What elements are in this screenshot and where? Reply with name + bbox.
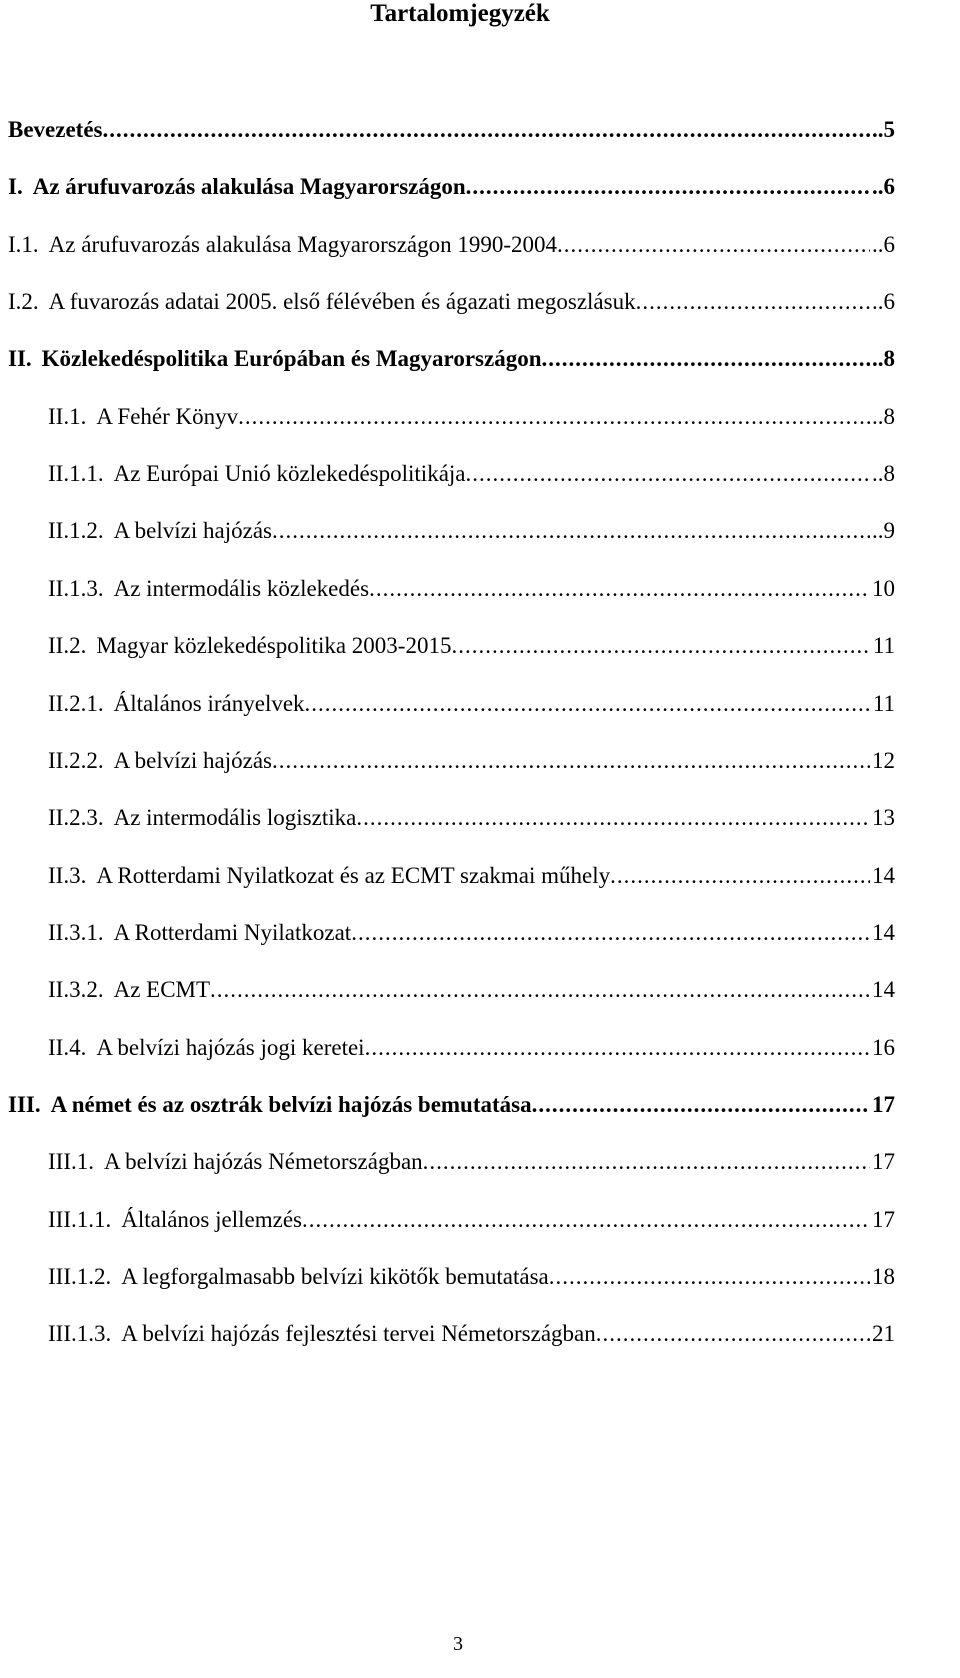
toc-dot-leader	[351, 918, 870, 948]
toc-entry[interactable]	[48, 861, 895, 891]
toc-entry-title: A belvízi hajózás	[113, 518, 272, 543]
toc-entry-number: II.2.3.	[48, 805, 104, 830]
toc-entry-page: 17	[872, 1207, 895, 1232]
toc-entry-page: ..6	[872, 174, 895, 199]
toc-entry-number: I.	[8, 174, 23, 199]
toc-entry-title: Az Európai Unió közlekedéspolitikája	[113, 461, 466, 486]
toc-dot-leader	[272, 516, 870, 546]
toc-entry-page: 13	[872, 805, 895, 830]
toc-entry-title: Az árufuvarozás alakulása Magyarországon	[32, 174, 466, 199]
toc-entry[interactable]	[48, 689, 895, 719]
toc-entry[interactable]	[48, 746, 895, 776]
toc-entry-number: II.	[8, 346, 32, 371]
toc-entry[interactable]	[48, 1205, 895, 1235]
toc-entry[interactable]	[48, 516, 895, 546]
toc-entry-number: II.2.	[48, 633, 87, 658]
toc-dot-leader	[636, 287, 870, 317]
toc-entry[interactable]	[48, 803, 895, 833]
toc-entry-number: II.3.	[48, 863, 87, 888]
toc-entry-page: ..6	[872, 289, 895, 314]
toc-entry-page: ..8	[872, 346, 895, 371]
toc-entry-number: II.4.	[48, 1035, 87, 1060]
toc-entry-number: II.3.1.	[48, 920, 104, 945]
toc-entry-number: II.2.1.	[48, 691, 104, 716]
toc-entry-number: II.2.2.	[48, 748, 104, 773]
toc-dot-leader	[532, 1090, 870, 1120]
toc-entry-page: 18	[872, 1264, 895, 1289]
toc-entry[interactable]	[48, 402, 895, 432]
toc-dot-leader	[423, 1147, 870, 1177]
toc-entry-number: I.1.	[8, 232, 39, 257]
page-number: 3	[453, 1633, 463, 1655]
toc-entry-page: 10	[872, 576, 895, 601]
toc-entry-page: ..8	[872, 404, 895, 429]
toc-entry-title: A belvízi hajózás Németországban	[103, 1149, 423, 1174]
toc-dot-leader	[451, 631, 870, 661]
toc-dot-leader	[238, 402, 870, 432]
toc-entry-number: III.	[8, 1092, 41, 1117]
toc-entry-title: Bevezetés	[8, 117, 103, 142]
toc-entry-page: ..9	[872, 518, 895, 543]
toc-dot-leader	[356, 803, 870, 833]
toc-entry[interactable]	[48, 1147, 895, 1177]
toc-entry-page: 12	[872, 748, 895, 773]
toc-dot-leader	[466, 459, 871, 489]
toc-entry[interactable]	[48, 918, 895, 948]
toc-dot-leader	[272, 746, 870, 776]
toc-dot-leader	[610, 861, 870, 891]
toc-entry-number: III.1.	[48, 1149, 94, 1174]
toc-entry-title: A Fehér Könyv	[96, 404, 239, 429]
toc-dot-leader	[365, 1033, 870, 1063]
toc-entry-title: Általános jellemzés	[121, 1207, 302, 1232]
toc-entry-title: Közlekedéspolitika Európában és Magyarországon	[41, 346, 542, 371]
page-title: Tartalomjegyzék	[370, 0, 550, 27]
toc-dot-leader	[302, 1205, 870, 1235]
toc-dot-leader	[305, 689, 871, 719]
toc-entry-title: A fuvarozás adatai 2005. első félévében és ágazati megoszlásuk	[48, 289, 636, 314]
toc-entry-title: A belvízi hajózás	[113, 748, 272, 773]
toc-entry-page: 21	[872, 1321, 895, 1346]
toc-dot-leader	[210, 975, 870, 1005]
toc-entry-page: 14	[872, 863, 895, 888]
toc-entry[interactable]	[48, 975, 895, 1005]
toc-entry-title: A belvízi hajózás fejlesztési tervei Németországban	[121, 1321, 596, 1346]
toc-entry[interactable]	[48, 574, 895, 604]
toc-entry[interactable]	[48, 459, 895, 489]
toc-entry-number: II.1.1.	[48, 461, 104, 486]
toc-entry-page: 14	[872, 920, 895, 945]
toc-entry[interactable]	[48, 1262, 895, 1292]
toc-entry-title: Általános irányelvek	[113, 691, 305, 716]
toc-entry-number: II.1.2.	[48, 518, 104, 543]
toc-entry-page: 11	[872, 691, 895, 716]
toc-entry[interactable]	[48, 1319, 895, 1349]
toc-entry-number: II.1.	[48, 404, 87, 429]
toc-entry[interactable]	[8, 287, 895, 317]
toc-dot-leader	[466, 172, 870, 202]
toc-entry-title: A Rotterdami Nyilatkozat	[113, 920, 352, 945]
toc-entry-page: ..6	[872, 232, 895, 257]
toc-entry[interactable]	[8, 1090, 895, 1120]
toc-dot-leader	[542, 344, 870, 374]
toc-entry-number: III.1.1.	[48, 1207, 112, 1232]
toc-entry-title: A belvízi hajózás jogi keretei	[96, 1035, 365, 1060]
toc-entry-page: ..5	[872, 117, 895, 142]
toc-entry-title: A német és az osztrák belvízi hajózás bemutatása	[50, 1092, 532, 1117]
toc-entry-page: ..8	[872, 461, 895, 486]
toc-entry[interactable]	[8, 344, 895, 374]
toc-entry-number: II.1.3.	[48, 576, 104, 601]
toc-entry-title: Az árufuvarozás alakulása Magyarországon 1990-2004	[48, 232, 558, 257]
toc-entry-title: Magyar közlekedéspolitika 2003-2015	[96, 633, 452, 658]
toc-entry-number: III.1.3.	[48, 1321, 112, 1346]
toc-entry-page: 17	[872, 1149, 895, 1174]
toc-entry[interactable]	[8, 115, 895, 145]
toc-entry-number: I.2.	[8, 289, 39, 314]
toc-entry-number: II.3.2.	[48, 977, 104, 1002]
toc-entry-page: 16	[872, 1035, 895, 1060]
toc-entry-title: A Rotterdami Nyilatkozat és az ECMT szakmai műhely	[96, 863, 611, 888]
toc-entry[interactable]	[8, 230, 895, 260]
toc-entry[interactable]	[48, 631, 895, 661]
toc-dot-leader	[557, 230, 870, 260]
toc-entry-title: Az ECMT	[113, 977, 211, 1002]
toc-entry-title: Az intermodális közlekedés	[113, 576, 370, 601]
toc-entry[interactable]	[8, 172, 895, 202]
toc-dot-leader	[596, 1319, 870, 1349]
toc-entry-title: Az intermodális logisztika	[113, 805, 357, 830]
toc-entry-number: III.1.2.	[48, 1264, 112, 1289]
toc-entry-title: A legforgalmasabb belvízi kikötők bemutatása	[121, 1264, 549, 1289]
toc-entry-page: 14	[872, 977, 895, 1002]
toc-entry[interactable]	[48, 1033, 895, 1063]
toc-entry-page: 17	[872, 1092, 895, 1117]
toc-dot-leader	[549, 1262, 870, 1292]
toc-entry-page: 11	[872, 633, 895, 658]
toc-dot-leader	[103, 115, 871, 145]
toc-dot-leader	[369, 574, 870, 604]
